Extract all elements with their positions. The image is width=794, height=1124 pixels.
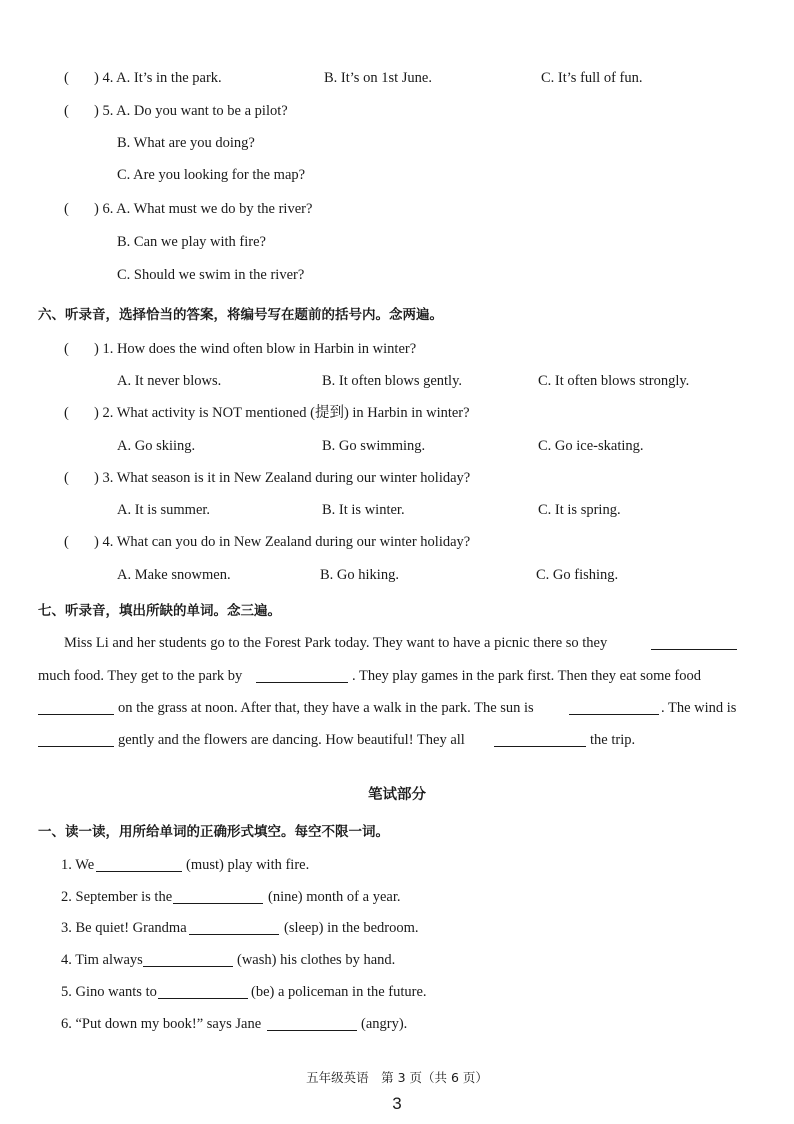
answer-bracket: ( xyxy=(64,405,69,421)
blank-2[interactable] xyxy=(256,668,348,683)
option-a: ) 4. A. It’s in the park. xyxy=(94,70,222,86)
option-c: C. Go fishing. xyxy=(536,567,619,583)
question-text: ) 2. What activity is NOT mentioned (提到) in Harbin in winter? xyxy=(94,405,470,421)
answer-bracket: ( xyxy=(64,70,69,86)
option-a: ) 6. A. What must we do by the river? xyxy=(94,201,313,217)
blank-4[interactable] xyxy=(569,700,659,715)
item-prefix: 5. Gino wants to xyxy=(61,984,157,1000)
item-prefix: 6. “Put down my book!” says Jane xyxy=(61,1016,262,1032)
item-suffix: (nine) month of a year. xyxy=(268,889,401,905)
passage-line-3a: on the grass at noon. After that, they have a walk in the park. The sun is xyxy=(118,700,534,716)
written-1-heading: 一、读一读，用所给单词的正确形式填空。每空不限一词。 xyxy=(38,824,389,840)
item-suffix: (wash) his clothes by hand. xyxy=(237,952,396,968)
blank-input[interactable] xyxy=(267,1016,357,1031)
option-c: C. It often blows strongly. xyxy=(538,373,690,389)
option-c: C. Are you looking for the map? xyxy=(117,167,306,183)
blank-3[interactable] xyxy=(38,700,114,715)
answer-bracket: ( xyxy=(64,201,69,217)
option-a: A. It never blows. xyxy=(117,373,222,389)
option-b: B. It is winter. xyxy=(322,502,405,518)
answer-bracket: ( xyxy=(64,103,69,119)
option-a: ) 5. A. Do you want to be a pilot? xyxy=(94,103,288,119)
item-suffix: (angry). xyxy=(361,1016,408,1032)
option-c: C. Go ice-skating. xyxy=(538,438,644,454)
question-text: ) 4. What can you do in New Zealand during our winter holiday? xyxy=(94,534,471,550)
option-b: B. What are you doing? xyxy=(117,135,255,151)
section-7-heading: 七、听录音，填出所缺的单词。念三遍。 xyxy=(38,603,281,619)
option-a: A. Make snowmen. xyxy=(117,567,231,583)
written-section-title: 笔试部分 xyxy=(368,787,426,803)
blank-input[interactable] xyxy=(189,920,279,935)
passage-line-1: Miss Li and her students go to the Forest Park today. They want to have a picnic there so they xyxy=(64,635,608,651)
item-prefix: 4. Tim always xyxy=(61,952,143,968)
blank-1[interactable] xyxy=(651,635,737,650)
blank-input[interactable] xyxy=(173,889,263,904)
option-b: B. Go hiking. xyxy=(320,567,399,583)
blank-6[interactable] xyxy=(494,732,586,747)
passage-line-4b: the trip. xyxy=(590,732,636,748)
option-b: B. It often blows gently. xyxy=(322,373,463,389)
option-b: B. Go swimming. xyxy=(322,438,426,454)
option-c: C. Should we swim in the river? xyxy=(117,267,305,283)
blank-5[interactable] xyxy=(38,732,114,747)
item-suffix: (sleep) in the bedroom. xyxy=(284,920,419,936)
item-suffix: (must) play with fire. xyxy=(186,857,310,873)
passage-line-2a: much food. They get to the park by xyxy=(38,668,243,684)
answer-bracket: ( xyxy=(64,341,69,357)
option-b: B. It’s on 1st June. xyxy=(324,70,432,86)
option-c: C. It is spring. xyxy=(538,502,621,518)
option-a: A. Go skiing. xyxy=(117,438,196,454)
item-suffix: (be) a policeman in the future. xyxy=(251,984,427,1000)
passage-line-4a: gently and the flowers are dancing. How beautiful! They all xyxy=(118,732,465,748)
passage-line-2b: . They play games in the park first. Then they eat some food xyxy=(352,668,701,684)
section-6-heading: 六、听录音，选择恰当的答案，将编号写在题前的括号内。念两遍。 xyxy=(38,307,443,323)
answer-bracket: ( xyxy=(64,470,69,486)
answer-bracket: ( xyxy=(64,534,69,550)
blank-input[interactable] xyxy=(158,984,248,999)
item-prefix: 1. We xyxy=(61,857,95,873)
blank-input[interactable] xyxy=(143,952,233,967)
question-text: ) 3. What season is it in New Zealand during our winter holiday? xyxy=(94,470,471,486)
page-footer: 五年级英语 第 3 页（共 6 页） xyxy=(306,1070,488,1085)
blank-input[interactable] xyxy=(96,857,182,872)
option-b: B. Can we play with fire? xyxy=(117,234,266,250)
item-prefix: 2. September is the xyxy=(61,889,173,905)
option-c: C. It’s full of fun. xyxy=(541,70,643,86)
page-number: 3 xyxy=(392,1094,402,1113)
passage-line-3b: . The wind is xyxy=(661,700,737,716)
item-prefix: 3. Be quiet! Grandma xyxy=(61,920,187,936)
option-a: A. It is summer. xyxy=(117,502,211,518)
question-text: ) 1. How does the wind often blow in Harbin in winter? xyxy=(94,341,417,357)
